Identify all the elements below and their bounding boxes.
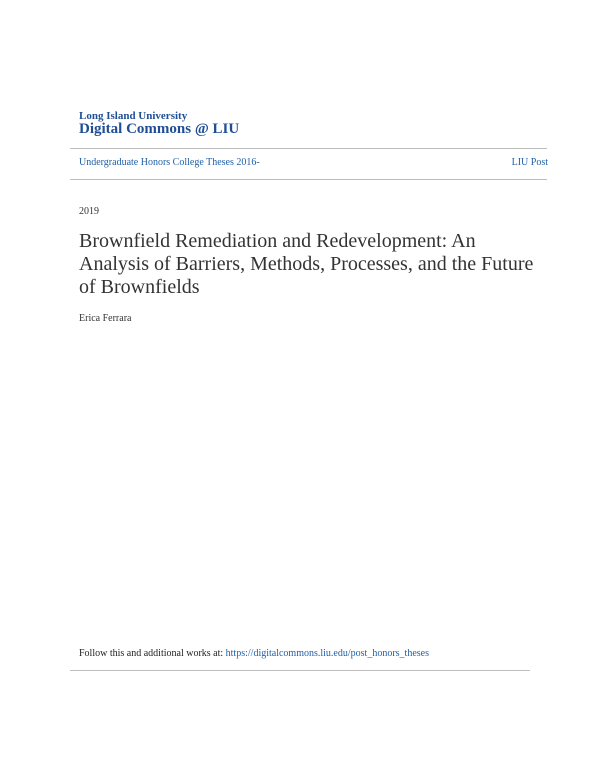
follow-text: Follow this and additional works at: [79,648,226,659]
author-name: Erica Ferrara [79,313,132,324]
follow-url-link[interactable]: https://digitalcommons.liu.edu/post_honors_theses [225,648,429,659]
document-title: Brownfield Remediation and Redevelopment: An Analysis of Barriers, Methods, Processes, and the Future of Brownfields [79,230,534,298]
series-link[interactable]: Undergraduate Honors College Theses 2016- [79,157,260,168]
header-divider-top [70,148,547,149]
publication-year: 2019 [79,206,99,217]
institution-name: Long Island University [79,110,188,122]
follow-line [79,648,429,659]
header-divider-bottom [70,179,547,180]
footer-divider [70,670,530,671]
repository-link[interactable]: Digital Commons @ LIU [79,121,240,137]
campus-link[interactable]: LIU Post [511,157,548,168]
